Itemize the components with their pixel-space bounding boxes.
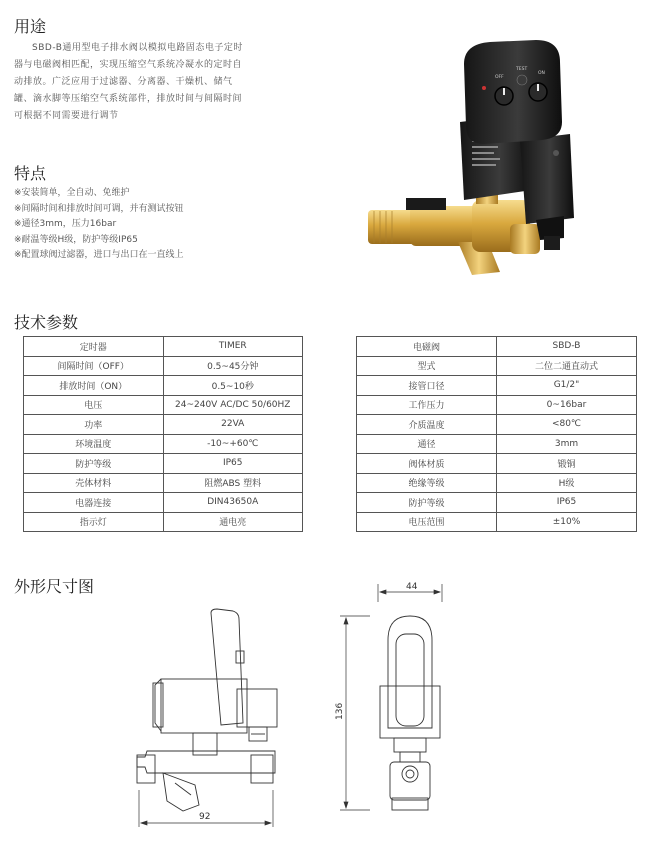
spec-row <box>357 376 637 396</box>
spec-row <box>24 512 303 532</box>
spec-label-cell: 阀体材质 <box>357 454 497 474</box>
timer-spec-table <box>23 336 303 532</box>
spec-value-cell: 24~240V AC/DC 50/60HZ <box>163 395 303 415</box>
spec-value-cell: IP65 <box>497 493 637 513</box>
spec-value-cell: 0~16bar <box>497 395 637 415</box>
spec-value-cell: 锻铜 <box>497 454 637 474</box>
spec-row <box>24 356 303 376</box>
spec-row <box>357 512 637 532</box>
spec-value-cell: IP65 <box>163 454 303 474</box>
spec-label-cell: 环境温度 <box>24 434 164 454</box>
spec-value-cell: 0.5~45分钟 <box>163 356 303 376</box>
features-title: 特点 <box>14 164 47 183</box>
spec-row <box>357 434 637 454</box>
spec-label-cell: 电器连接 <box>24 493 164 513</box>
product-image <box>360 30 590 275</box>
spec-row <box>24 337 303 357</box>
usage-line: SBD-B通用型电子排水阀以模拟电路固态电子定时 <box>32 43 243 53</box>
body-front-outline <box>390 762 430 800</box>
spec-label-cell: 防护等级 <box>24 454 164 474</box>
spec-label-cell: 间隔时间（OFF） <box>24 356 164 376</box>
spec-value-cell: SBD-B <box>497 337 637 357</box>
spec-value-cell: H级 <box>497 473 637 493</box>
timer-outline <box>211 609 243 725</box>
spec-label-cell: 定时器 <box>24 337 164 357</box>
spec-value-cell: 通电亮 <box>163 512 303 532</box>
spec-row <box>24 415 303 435</box>
usage-line: 罐、滴水脚等压缩空气系统部件，排放时间与间隔时间 <box>14 94 243 104</box>
drawing-title: 外形尺寸图 <box>14 577 95 596</box>
spec-label-cell: 防护等级 <box>357 493 497 513</box>
feature-item: ※间隔时间和排放时间可调，并有测试按钮 <box>14 203 184 214</box>
spec-label-cell: 绝缘等级 <box>357 473 497 493</box>
spec-value-cell: ±10% <box>497 512 637 532</box>
feature-item: ※通径3mm，压力16bar <box>14 219 117 229</box>
feature-item: ※配置球阀过滤器，进口与出口在一直线上 <box>14 250 184 260</box>
spec-label-cell: 电磁阀 <box>357 337 497 357</box>
dim-label-44: 44 <box>406 582 418 592</box>
filter-outline <box>163 773 199 811</box>
spec-row <box>357 493 637 513</box>
indicator-light-icon <box>482 86 486 90</box>
dim-label-136: 136 <box>335 702 345 720</box>
on-label: ON <box>538 71 545 76</box>
spec-row <box>24 493 303 513</box>
spec-label-cell: 通径 <box>357 434 497 454</box>
din-connector <box>520 134 574 224</box>
usage-line: 可根据不同需要进行调节 <box>14 111 119 121</box>
specs-title: 技术参数 <box>14 313 79 332</box>
spec-label-cell: 功率 <box>24 415 164 435</box>
outlet-nut <box>510 224 540 254</box>
usage-paragraph <box>14 40 294 125</box>
spec-value-cell: 22VA <box>163 415 303 435</box>
features-list <box>14 186 304 264</box>
spec-label-cell: 接管口径 <box>357 376 497 396</box>
side-view-drawing <box>125 605 300 830</box>
spec-row <box>357 395 637 415</box>
coil-outline <box>161 679 247 733</box>
feature-item: ※安装简单，全自动、免维护 <box>14 188 130 198</box>
ball-valve-body <box>410 206 480 246</box>
spec-row <box>24 395 303 415</box>
off-label: OFF <box>495 75 504 80</box>
usage-title: 用途 <box>14 17 47 36</box>
spec-label-cell: 壳体材料 <box>24 473 164 493</box>
spec-row <box>24 434 303 454</box>
spec-value-cell: 3mm <box>497 434 637 454</box>
test-label: TEST <box>516 67 528 72</box>
spec-value-cell: TIMER <box>163 337 303 357</box>
spec-value-cell: DIN43650A <box>163 493 303 513</box>
spec-label-cell: 排放时间（ON） <box>24 376 164 396</box>
spec-value-cell: -10~+60℃ <box>163 434 303 454</box>
test-button[interactable] <box>517 75 527 85</box>
spec-value-cell: G1/2" <box>497 376 637 396</box>
ball-valve-handle <box>406 198 446 210</box>
spec-label-cell: 指示灯 <box>24 512 164 532</box>
feature-item: ※耐温等级H级，防护等级IP65 <box>14 234 138 245</box>
timer-front-outline <box>388 616 432 728</box>
spec-row <box>357 415 637 435</box>
spec-row <box>24 454 303 474</box>
spec-value-cell: 0.5~10秒 <box>163 376 303 396</box>
spec-row <box>357 454 637 474</box>
spec-value-cell: 二位二通直动式 <box>497 356 637 376</box>
spec-row <box>357 337 637 357</box>
spec-label-cell: 工作压力 <box>357 395 497 415</box>
spec-label-cell: 电压 <box>24 395 164 415</box>
spec-row <box>357 356 637 376</box>
spec-row <box>24 473 303 493</box>
spec-label-cell: 电压范围 <box>357 512 497 532</box>
spec-label-cell: 介质温度 <box>357 415 497 435</box>
spec-value-cell: <80℃ <box>497 415 637 435</box>
coil-front-outline <box>380 686 440 738</box>
usage-line: 器与电磁阀相匹配，实现压缩空气系统冷凝水的定时自 <box>14 60 243 70</box>
spec-value-cell: 阻燃ABS 塑料 <box>163 473 303 493</box>
spec-row <box>357 473 637 493</box>
front-view-drawing <box>330 578 470 818</box>
spec-label-cell: 型式 <box>357 356 497 376</box>
dim-label-92: 92 <box>199 812 211 822</box>
usage-line: 动排放。广泛应用于过滤器、分离器、干燥机、储气 <box>14 77 233 87</box>
valve-spec-table <box>356 336 637 532</box>
spec-row <box>24 376 303 396</box>
body-outline <box>137 751 275 773</box>
